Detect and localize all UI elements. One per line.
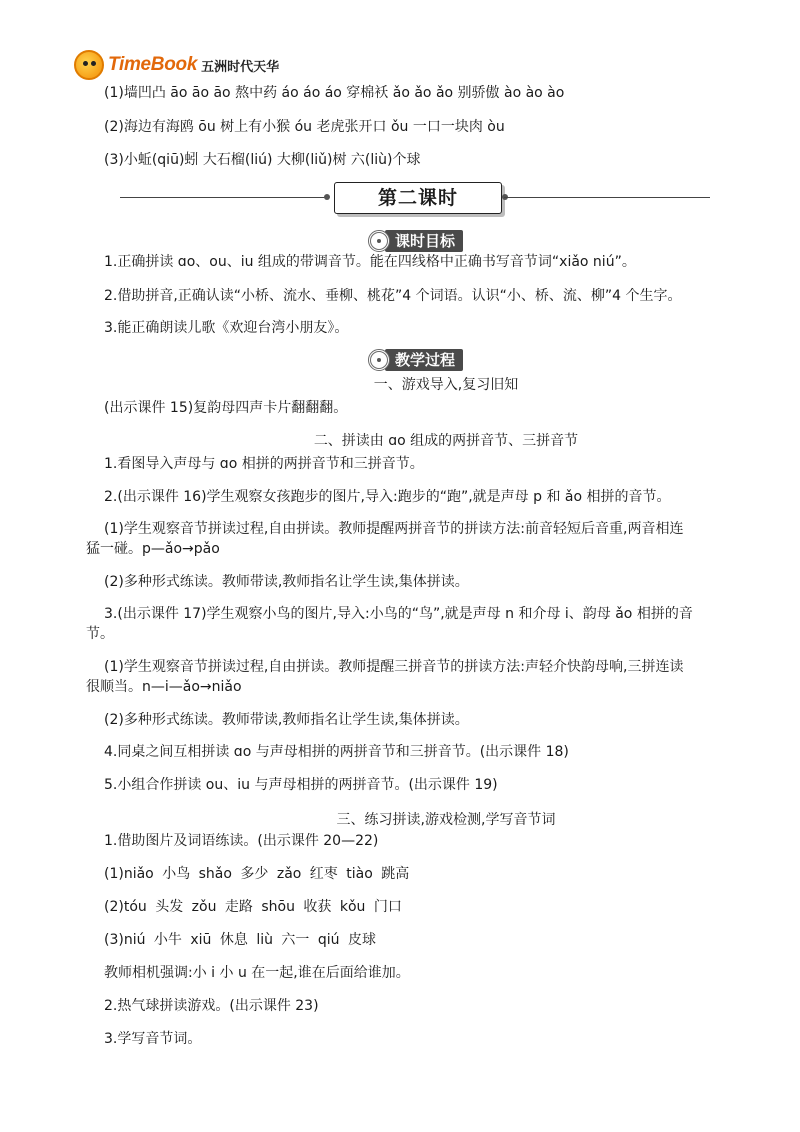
- goals-tag-label: 课时目标: [385, 230, 463, 252]
- target-icon: [368, 349, 390, 371]
- section-3-heading: 三、练习拼读,游戏检测,学写音节词: [336, 812, 556, 828]
- section-2-line: (2)多种形式练读。教师带读,教师指名让学生读,集体拼读。: [104, 712, 469, 728]
- divider-rule-left: [120, 197, 328, 198]
- section-2-line: 猛一碰。p—ǎo→pǎo: [86, 541, 220, 557]
- goal-1: 1.正确拼读 ɑo、ou、iu 组成的带调音节。能在四线格中正确书写音节词“xiǎo niú”。: [104, 254, 636, 270]
- divider-dot-left: [324, 194, 330, 200]
- review-line-3: (3)小蚯(qiū)蚓 大石榴(liú) 大柳(liǔ)树 六(liù)个球: [104, 152, 421, 168]
- logo-text: TimeBook: [108, 54, 198, 75]
- section-2-line: 节。: [86, 626, 114, 642]
- section-2-line: 3.(出示课件 17)学生观察小鸟的图片,导入:小鸟的“鸟”,就是声母 n 和介母 i、韵母 ǎo 相拼的音: [104, 606, 693, 622]
- goals-tag: [368, 229, 463, 253]
- section-2-line: 很顺当。n—i—ǎo→niǎo: [86, 679, 242, 695]
- goal-3: 3.能正确朗读儿歌《欢迎台湾小朋友》。: [104, 320, 349, 336]
- goal-2: 2.借助拼音,正确认读“小桥、流水、垂柳、桃花”4 个词语。认识“小、桥、流、柳”4 个生字。: [104, 288, 682, 304]
- logo-cn-text: 五洲时代天华: [201, 59, 280, 75]
- logo-mascot-icon: [74, 50, 104, 80]
- section-2-line: (2)多种形式练读。教师带读,教师指名让学生读,集体拼读。: [104, 574, 469, 590]
- section-2-line: (1)学生观察音节拼读过程,自由拼读。教师提醒两拼音节的拼读方法:前音轻短后音重,两音相连: [104, 521, 684, 537]
- section-3-line: (1)niǎo 小鸟 shǎo 多少 zǎo 红枣 tiào 跳高: [104, 866, 410, 882]
- section-3-line: 1.借助图片及词语练读。(出示课件 20—22): [104, 833, 379, 849]
- section-2-line: 1.看图导入声母与 ɑo 相拼的两拼音节和三拼音节。: [104, 456, 424, 472]
- review-line-1: (1)墙凹凸 āo āo āo 熬中药 áo áo áo 穿棉袄 ǎo ǎo ǎo 别骄傲 ào ào ào: [104, 85, 565, 101]
- process-tag: [368, 348, 463, 372]
- review-line-2: (2)海边有海鸥 ōu 树上有小猴 óu 老虎张开口 ǒu 一口一块肉 òu: [104, 119, 505, 135]
- section-2-line: 5.小组合作拼读 ou、iu 与声母相拼的两拼音节。(出示课件 19): [104, 777, 498, 793]
- divider-rule-right: [504, 197, 710, 198]
- section-2-line: 2.(出示课件 16)学生观察女孩跑步的图片,导入:跑步的“跑”,就是声母 p 和 ǎo 相拼的音节。: [104, 489, 671, 505]
- process-tag-label: 教学过程: [385, 349, 463, 371]
- section-2-heading: 二、拼读由 ɑo 组成的两拼音节、三拼音节: [313, 433, 579, 449]
- section-2-line: (1)学生观察音节拼读过程,自由拼读。教师提醒三拼音节的拼读方法:声轻介快韵母响,三拼连读: [104, 659, 684, 675]
- target-icon: [368, 230, 390, 252]
- lesson-divider: [120, 182, 710, 214]
- section-3-line: (2)tóu 头发 zǒu 走路 shōu 收获 kǒu 门口: [104, 899, 402, 915]
- section-1-heading: 一、游戏导入,复习旧知: [373, 377, 519, 393]
- section-3-line: 3.学写音节词。: [104, 1031, 202, 1047]
- section-3-line: 教师相机强调:小 i 小 u 在一起,谁在后面给谁加。: [104, 965, 410, 981]
- section-3-line: (3)niú 小牛 xiū 休息 liù 六一 qiú 皮球: [104, 932, 376, 948]
- publisher-logo: [74, 47, 279, 83]
- section-2-line: 4.同桌之间互相拼读 ɑo 与声母相拼的两拼音节和三拼音节。(出示课件 18): [104, 744, 569, 760]
- lesson-title: 第二课时: [334, 182, 502, 214]
- section-3-line: 2.热气球拼读游戏。(出示课件 23): [104, 998, 319, 1014]
- section-1-line: (出示课件 15)复韵母四声卡片翻翻翻。: [104, 400, 348, 416]
